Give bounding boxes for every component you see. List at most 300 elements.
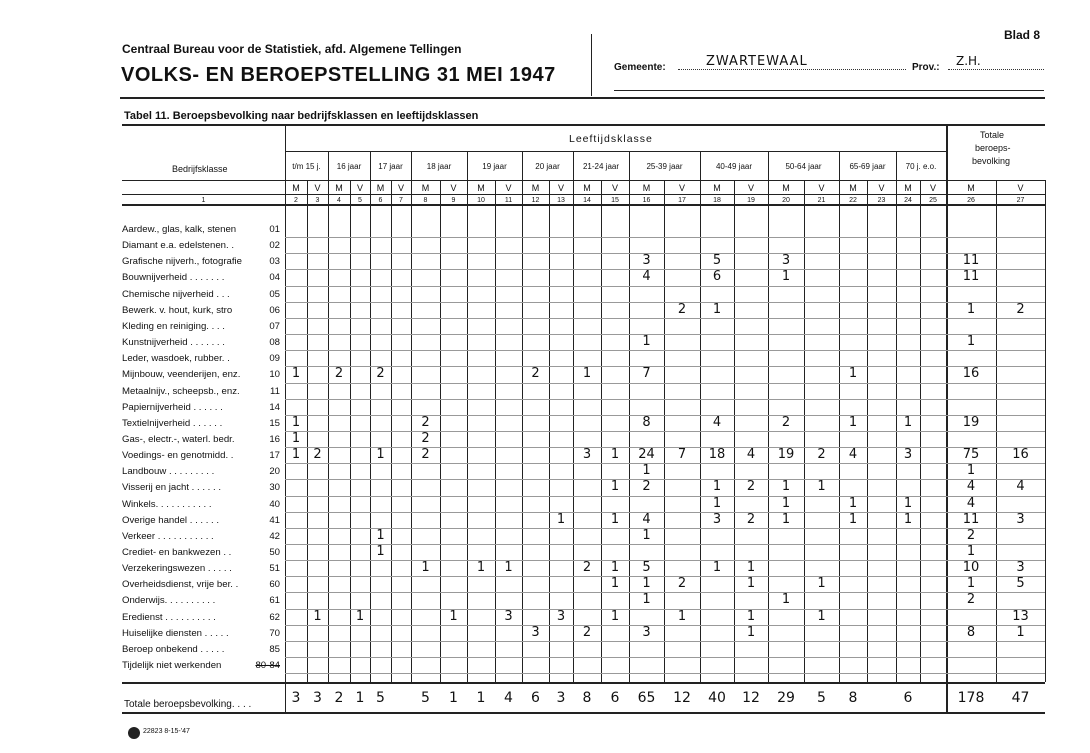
row-rule-3	[285, 269, 1045, 270]
footer-logo-icon	[128, 727, 140, 739]
entry-r19-c22: 1	[848, 511, 858, 527]
totale-header-1: Totale	[980, 130, 1005, 140]
total-label: Totale beroepsbevolking. . . .	[124, 699, 252, 710]
row-15	[122, 418, 280, 429]
entry-r25-c17: 1	[677, 608, 687, 624]
prov-line	[948, 69, 1044, 70]
mv-label-13: V	[557, 183, 564, 193]
bedrijfsklasse-header: Bedrijfsklasse	[172, 164, 228, 174]
mv-rule-top	[122, 180, 1045, 181]
gemeente-label: Gemeente:	[614, 62, 666, 73]
row-label: Bewerk. v. hout, kurk, stro	[122, 304, 233, 316]
col-number-26: 26	[967, 197, 975, 204]
age-group-4: 18 jaar	[426, 162, 452, 171]
row-rule-2	[285, 253, 1045, 254]
table-bottom-rule	[122, 712, 1045, 714]
row-rule-22	[285, 576, 1045, 577]
row-label: Bouwnijverheid . . . . . . .	[122, 272, 225, 284]
age-group-11: 65-69 jaar	[849, 162, 886, 171]
col-number-24: 24	[904, 197, 912, 204]
row-rule-6	[285, 318, 1045, 319]
row-80-84	[122, 660, 280, 671]
footer-code: 22823 8-15-'47	[143, 728, 190, 735]
row-02	[122, 240, 280, 251]
total-c6: 5	[376, 690, 385, 706]
row-09	[122, 353, 280, 364]
totale-header-2: beroeps-	[975, 143, 1011, 153]
row-10	[122, 369, 280, 380]
header-rule	[614, 90, 1044, 91]
row-code: 42	[269, 530, 280, 542]
mv-label-10: M	[477, 183, 485, 193]
total-c20: 29	[777, 690, 795, 706]
total-c4: 2	[334, 690, 344, 706]
age-group-12: 70 j. e.o.	[905, 162, 937, 171]
total-c13: 3	[556, 690, 566, 706]
row-label: Visserij en jacht . . . . . .	[122, 482, 221, 494]
row-85	[122, 644, 280, 655]
entry-r25-c19: 1	[746, 608, 756, 624]
row-label: Chemische nijverheid . . .	[122, 288, 230, 300]
age-group-6: 20 jaar	[535, 162, 560, 171]
entry-r10-c12: 2	[531, 366, 540, 382]
mv-label-9: V	[450, 183, 457, 193]
row-rule-19	[285, 528, 1045, 529]
entry-r3-c26: 11	[962, 253, 980, 269]
col-number-21: 21	[817, 197, 826, 204]
entry-r19-c20: 1	[781, 511, 791, 527]
age-group-9: 40-49 jaar	[715, 162, 753, 171]
entry-r22-c19: 1	[746, 560, 756, 576]
row-code: 06	[269, 304, 280, 316]
row-label: Crediet- en bankwezen . .	[122, 547, 232, 558]
bureau-line: Centraal Bureau voor de Statistiek, afd. Algemene Tellingen	[122, 42, 462, 56]
entry-r17-c18: 1	[712, 479, 722, 495]
entry-r8-c16: 1	[642, 334, 651, 350]
entry-r26-c26: 8	[966, 624, 976, 640]
total-c15: 6	[610, 690, 620, 706]
row-62	[122, 612, 280, 623]
mv-label-20: M	[782, 183, 790, 193]
row-14	[122, 402, 280, 413]
total-c2: 3	[291, 690, 301, 706]
mv-label-7: V	[397, 183, 404, 193]
col-number-19: 19	[747, 197, 755, 204]
entry-r22-c15: 1	[610, 560, 620, 576]
col-number-12: 12	[531, 197, 540, 204]
entry-r4-c20: 1	[781, 269, 791, 285]
row-label: Huiselijke diensten . . . . .	[122, 627, 229, 639]
row-code: 17	[269, 450, 280, 462]
entry-r10-c16: 7	[642, 366, 651, 382]
entry-r15-c18: 18	[708, 447, 726, 463]
row-code: 10	[269, 369, 280, 381]
age-group-8: 25-39 jaar	[646, 162, 683, 171]
col-number-18: 18	[713, 197, 721, 204]
entry-r16-c26: 1	[966, 463, 976, 479]
row-01	[122, 224, 280, 235]
col-line-14	[573, 151, 574, 682]
entry-r16-c16: 1	[642, 463, 651, 479]
entry-r25-c5: 1	[355, 608, 365, 624]
entry-r14-c8: 2	[421, 430, 430, 446]
entry-r14-c2: 1	[291, 430, 301, 446]
row-label: Gas-, electr.-, waterl. bedr.	[122, 433, 235, 445]
entry-r23-c15: 1	[610, 576, 620, 592]
row-rule-4	[285, 286, 1045, 287]
row-07	[122, 321, 280, 332]
row-50	[122, 547, 280, 558]
col-number-23: 23	[877, 197, 886, 204]
row-rule-27	[285, 657, 1045, 658]
col-number-17: 17	[678, 197, 686, 204]
row-rule-18	[285, 512, 1045, 513]
entry-r25-c11: 3	[504, 608, 513, 624]
entry-r6-c17: 2	[677, 301, 687, 317]
total-c12: 6	[531, 690, 540, 706]
entry-r23-c17: 2	[677, 576, 687, 592]
entry-r15-c16: 24	[638, 447, 655, 463]
entry-r22-c18: 1	[712, 560, 722, 576]
entry-r15-c17: 7	[677, 447, 687, 463]
row-rule-14	[285, 447, 1045, 448]
row-code: 02	[269, 240, 280, 252]
row-code: 04	[269, 272, 280, 284]
entry-r25-c9: 1	[449, 608, 458, 624]
entry-r19-c27: 3	[1016, 511, 1025, 527]
row-label: Kleding en reiniging. . . .	[122, 320, 225, 332]
entry-r15-c24: 3	[903, 447, 913, 463]
total-c27: 47	[1011, 690, 1030, 706]
entry-r26-c27: 1	[1016, 624, 1025, 640]
header-divider	[591, 34, 592, 96]
row-code: 05	[269, 288, 280, 300]
row-label: Metaalnijv., scheepsb., enz.	[122, 385, 240, 397]
mv-label-18: M	[713, 183, 721, 193]
row-30	[122, 482, 280, 493]
row-rule-11	[285, 399, 1045, 400]
entry-r6-c27: 2	[1016, 301, 1025, 317]
entry-r10-c6: 2	[376, 366, 385, 382]
entry-r6-c18: 1	[712, 301, 722, 317]
total-c8: 5	[421, 690, 430, 706]
row-code: 01	[269, 224, 280, 235]
col-number-6: 6	[378, 197, 383, 204]
row-rule-23	[285, 592, 1045, 593]
row-42	[122, 531, 280, 542]
mv-label-21: V	[818, 183, 825, 193]
entry-r22-c10: 1	[476, 560, 486, 576]
col-line-6	[370, 151, 371, 682]
row-rule-9	[285, 366, 1045, 367]
col-number-10: 10	[477, 197, 485, 204]
row-rule-16	[285, 479, 1045, 480]
blad-number: Blad 8	[1004, 28, 1041, 42]
row-label: Winkels. . . . . . . . . . .	[122, 498, 212, 510]
entry-r22-c11: 1	[504, 560, 513, 576]
mv-label-16: M	[642, 183, 651, 193]
row-label: Verkeer . . . . . . . . . . .	[122, 530, 214, 542]
entry-r25-c13: 3	[556, 608, 566, 624]
age-group-1: t/m 15 j.	[292, 162, 321, 171]
row-05	[122, 289, 280, 300]
row-rule-20	[285, 544, 1045, 545]
mv-label-14: M	[583, 183, 591, 193]
entry-r17-c15: 1	[610, 479, 620, 495]
total-c11: 4	[504, 690, 513, 706]
col-number-5: 5	[358, 197, 362, 204]
entry-r21-c26: 1	[966, 544, 976, 559]
total-c16: 65	[637, 690, 656, 706]
row-03	[122, 256, 280, 267]
entry-r23-c16: 1	[642, 576, 651, 592]
row-code: 08	[269, 337, 280, 349]
entry-r10-c4: 2	[334, 366, 344, 382]
col-number-4: 4	[337, 197, 341, 204]
entry-r15-c22: 4	[848, 447, 858, 463]
entry-r10-c14: 1	[582, 366, 592, 382]
row-06	[122, 305, 280, 316]
row-label: Landbouw . . . . . . . . .	[122, 466, 215, 478]
col-number-13: 13	[557, 197, 565, 204]
entry-r18-c26: 4	[966, 495, 976, 511]
total-c18: 40	[708, 690, 726, 706]
entry-r19-c15: 1	[610, 511, 620, 527]
entry-r15-c21: 2	[817, 447, 826, 463]
entry-r15-c6: 1	[376, 447, 385, 463]
mv-label-19: V	[747, 183, 754, 193]
entry-r10-c2: 1	[291, 366, 301, 382]
entry-r3-c16: 3	[642, 253, 651, 269]
entry-r15-c19: 4	[746, 447, 756, 463]
row-rule-8	[285, 350, 1045, 351]
entry-r26-c19: 1	[746, 624, 756, 640]
col-number-16: 16	[642, 197, 651, 204]
total-c9: 1	[449, 690, 458, 706]
col-number-9: 9	[451, 197, 456, 204]
col-number-27: 27	[1016, 197, 1025, 204]
entry-r13-c8: 2	[421, 414, 430, 430]
row-rule-17	[285, 496, 1045, 497]
entry-r15-c8: 2	[421, 447, 430, 463]
row-label: Mijnbouw, veenderijen, enz.	[122, 369, 241, 381]
entry-r4-c18: 6	[712, 269, 722, 285]
entry-r13-c20: 2	[781, 414, 791, 430]
entry-r21-c6: 1	[376, 544, 385, 559]
entry-r19-c18: 3	[712, 511, 722, 527]
row-code: 70	[269, 627, 280, 639]
entry-r22-c27: 3	[1016, 560, 1025, 576]
col-line-20	[768, 151, 769, 682]
total-c24: 6	[903, 690, 913, 706]
mv-label-2: M	[292, 183, 300, 193]
total-c26: 178	[957, 690, 985, 706]
entry-r19-c26: 11	[962, 511, 980, 527]
entry-r4-c16: 4	[642, 269, 651, 285]
row-rule-15	[285, 463, 1045, 464]
entry-r6-c26: 1	[966, 301, 976, 317]
col-number-14: 14	[583, 197, 591, 204]
entry-r15-c3: 2	[313, 447, 322, 463]
mv-label-3: V	[314, 183, 321, 193]
col-number-22: 22	[849, 197, 857, 204]
row-label: Papiernijverheid . . . . . .	[122, 401, 223, 413]
row-51	[122, 563, 280, 574]
entry-r17-c26: 4	[966, 479, 976, 495]
entry-r25-c21: 1	[817, 608, 826, 624]
col-number-11: 11	[504, 197, 513, 204]
entry-r26-c16: 3	[642, 624, 651, 640]
colnum-rule	[122, 204, 1045, 206]
entry-r23-c27: 5	[1016, 576, 1025, 592]
entry-r15-c20: 19	[777, 447, 795, 463]
row-rule-28	[285, 673, 1045, 674]
mv-label-12: M	[531, 183, 540, 193]
entry-r23-c26: 1	[966, 576, 976, 592]
entry-r17-c21: 1	[817, 479, 826, 495]
entry-r20-c6: 1	[376, 527, 385, 543]
total-c10: 1	[476, 690, 486, 706]
row-code: 40	[269, 498, 280, 510]
age-group-2: 16 jaar	[336, 162, 362, 171]
row-20	[122, 466, 280, 477]
row-code: 80-84	[255, 660, 280, 672]
col-number-8: 8	[423, 197, 428, 204]
col-line-12	[522, 151, 523, 682]
entry-r3-c20: 3	[781, 253, 791, 269]
table-title: Tabel 11. Beroepsbevolking naar bedrijfsklassen en leeftijdsklassen	[124, 110, 479, 122]
row-70	[122, 628, 280, 639]
row-rule-25	[285, 625, 1045, 626]
col-line-4	[328, 151, 329, 682]
row-label: Overheidsdienst, vrije ber. .	[122, 579, 239, 591]
gemeente-line	[678, 69, 906, 70]
row-label: Diamant e.a. edelstenen. .	[122, 240, 234, 252]
total-c14: 8	[582, 690, 592, 706]
entry-r23-c19: 1	[746, 576, 756, 592]
row-code: 03	[269, 256, 280, 268]
row-rule-24	[285, 609, 1045, 610]
row-rule-10	[285, 383, 1045, 384]
row-04	[122, 272, 280, 283]
col-line-18	[700, 151, 701, 682]
row-label: Verzekeringswezen . . . . .	[122, 563, 232, 575]
entry-r19-c16: 4	[642, 511, 651, 527]
row-code: 11	[270, 385, 280, 397]
entry-r4-c26: 11	[962, 269, 980, 285]
row-rule-7	[285, 334, 1045, 335]
row-code: 50	[269, 547, 280, 558]
row-61	[122, 595, 280, 606]
entry-r15-c27: 16	[1012, 447, 1029, 463]
row-rule-12	[285, 415, 1045, 416]
total-c17: 12	[673, 690, 691, 706]
age-group-5: 19 jaar	[482, 162, 507, 171]
row-label: Beroep onbekend . . . . .	[122, 643, 225, 655]
totale-header-3: bevolking	[972, 156, 1011, 166]
entry-r15-c15: 1	[610, 447, 620, 463]
row-17	[122, 450, 280, 461]
leeftijdsklasse-header: Leeftijdsklasse	[569, 133, 653, 145]
entry-r15-c26: 75	[962, 447, 980, 463]
col-number-15: 15	[611, 197, 619, 204]
row-code: 51	[269, 563, 280, 575]
row-code: 62	[269, 611, 280, 623]
row-label: Textielnijverheid . . . . . .	[122, 417, 223, 429]
row-11	[122, 386, 280, 397]
row-label: Eredienst . . . . . . . . . .	[122, 611, 216, 623]
row-code: 09	[269, 353, 280, 365]
row-40	[122, 499, 280, 510]
total-rule	[122, 682, 1045, 684]
entry-r3-c18: 5	[712, 253, 722, 269]
col-number-20: 20	[782, 197, 790, 204]
row-label: Aardew., glas, kalk, stenen	[122, 224, 237, 235]
col-line-10	[467, 151, 468, 682]
entry-r13-c16: 8	[642, 414, 651, 430]
row-code: 15	[269, 417, 280, 429]
age-group-7: 21-24 jaar	[582, 162, 620, 171]
row-rule-1	[285, 237, 1045, 238]
entry-r13-c18: 4	[712, 414, 722, 430]
mv-label-27: V	[1017, 183, 1024, 193]
row-08	[122, 337, 280, 348]
entry-r10-c26: 16	[962, 366, 980, 382]
row-code: 41	[269, 514, 280, 526]
mv-rule-bottom	[122, 194, 1045, 195]
entry-r18-c24: 1	[903, 495, 913, 511]
row-code: 60	[269, 579, 280, 591]
entry-r20-c26: 2	[966, 527, 976, 543]
entry-r26-c12: 3	[531, 624, 540, 640]
row-label: Voedings- en genotmidd. .	[122, 450, 234, 462]
mv-label-17: V	[678, 183, 685, 193]
entry-r18-c18: 1	[712, 495, 722, 511]
mv-label-23: V	[878, 183, 885, 193]
row-label: Grafische nijverh., fotografie	[122, 256, 242, 268]
total-c22: 8	[848, 690, 858, 706]
row-label: Onderwijs. . . . . . . . . .	[122, 595, 216, 607]
col-line-8	[411, 151, 412, 682]
row-60	[122, 579, 280, 590]
entry-r24-c26: 2	[966, 592, 976, 608]
entry-r8-c26: 1	[966, 334, 976, 350]
entry-r25-c3: 1	[313, 608, 322, 624]
mv-label-24: M	[904, 183, 912, 193]
row-rule-26	[285, 641, 1045, 642]
prov-value: Z.H.	[956, 54, 981, 68]
row-code: 07	[269, 320, 280, 332]
entry-r25-c27: 13	[1012, 608, 1029, 624]
entry-r15-c14: 3	[582, 447, 592, 463]
entry-r22-c16: 5	[642, 560, 651, 576]
row-code: 20	[269, 466, 280, 478]
entry-r17-c27: 4	[1016, 479, 1025, 495]
entry-r25-c15: 1	[610, 608, 620, 624]
prov-label: Prov.:	[912, 62, 940, 73]
mv-label-15: V	[611, 183, 618, 193]
col-line-24	[896, 151, 897, 682]
entry-r10-c22: 1	[848, 366, 858, 382]
gemeente-value: ZWARTEWAAL	[706, 54, 808, 69]
row-label: Kunstnijverheid . . . . . . .	[122, 337, 225, 349]
entry-r22-c26: 10	[962, 560, 980, 576]
row-code: 14	[269, 401, 280, 413]
mv-label-4: M	[335, 183, 343, 193]
col-line-22	[839, 151, 840, 682]
entry-r22-c8: 1	[421, 560, 430, 576]
col-number-25: 25	[929, 197, 937, 204]
